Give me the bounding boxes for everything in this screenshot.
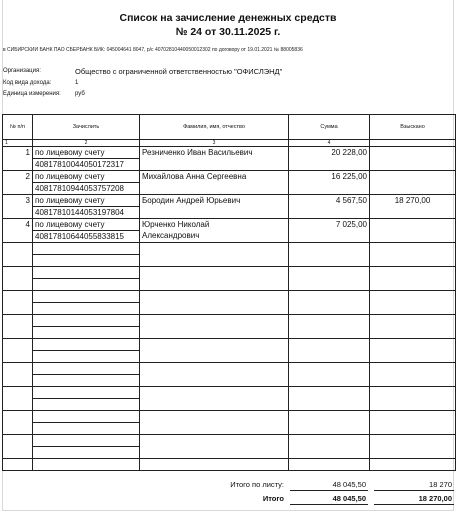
empty-cell xyxy=(3,435,33,459)
empty-cell xyxy=(289,435,370,459)
empty-cell xyxy=(370,363,456,387)
withheld-cell: 18 270,00 xyxy=(370,195,456,219)
totals-page-withheld: 18 270 xyxy=(374,480,454,491)
empty-cell xyxy=(370,267,456,291)
empty-cell xyxy=(33,303,140,315)
header-sum: Сумма xyxy=(289,115,370,140)
empty-cell xyxy=(370,291,456,315)
empty-cell xyxy=(370,435,456,459)
empty-cell xyxy=(140,315,289,339)
empty-cell xyxy=(289,315,370,339)
empty-cell xyxy=(33,435,140,447)
totals-grand-withheld: 18 270,00 xyxy=(374,494,454,505)
empty-cell xyxy=(140,363,289,387)
empty-cell xyxy=(3,315,33,339)
header-full-name: Фамилия, имя, отчество xyxy=(140,115,289,140)
totals-page-sum: 48 045,50 xyxy=(290,480,368,491)
info-income-code xyxy=(0,80,456,90)
empty-table-row xyxy=(3,363,456,375)
full-name-line: Резниченко Иван Васильевич xyxy=(142,148,253,157)
table-row xyxy=(3,171,456,183)
full-name-line: Александрович xyxy=(142,231,200,240)
empty-table-row xyxy=(3,459,456,471)
empty-cell xyxy=(289,459,370,471)
col-number xyxy=(370,140,456,147)
withheld-cell xyxy=(370,219,456,243)
empty-cell xyxy=(33,315,140,327)
credit-type: по лицевому счету xyxy=(33,195,140,207)
empty-cell xyxy=(3,363,33,387)
empty-cell xyxy=(33,243,140,255)
empty-cell xyxy=(140,459,289,471)
account-number: 40817810944053757208 xyxy=(33,183,140,195)
empty-cell xyxy=(33,351,140,363)
empty-cell xyxy=(370,243,456,267)
full-name-line: Михайлова Анна Сергеевна xyxy=(142,172,247,181)
totals-page-row xyxy=(0,480,456,492)
empty-cell xyxy=(3,339,33,363)
row-number: 4 xyxy=(3,219,33,243)
info-label: Единица измерения: xyxy=(3,91,61,97)
full-name-line: Юрченко Николай xyxy=(142,220,210,229)
empty-cell xyxy=(33,267,140,279)
table-row xyxy=(3,195,456,207)
full-name xyxy=(140,219,289,243)
empty-cell xyxy=(140,243,289,267)
empty-cell xyxy=(33,291,140,303)
empty-cell xyxy=(289,339,370,363)
withheld-cell xyxy=(370,171,456,195)
empty-cell xyxy=(33,459,140,471)
sum-cell: 4 567,50 xyxy=(289,195,370,219)
empty-cell xyxy=(33,255,140,267)
account-number: 40817810644055833815 xyxy=(33,231,140,243)
full-name xyxy=(140,195,289,219)
totals-grand-row xyxy=(0,494,456,506)
info-value: 1 xyxy=(75,80,79,86)
empty-cell xyxy=(33,279,140,291)
empty-cell xyxy=(33,327,140,339)
empty-cell xyxy=(33,399,140,411)
sum-cell: 20 228,00 xyxy=(289,147,370,171)
document-title: Список на зачисление денежных средств xyxy=(119,12,337,24)
info-unit xyxy=(0,91,456,101)
row-number: 1 xyxy=(3,147,33,171)
col-number: 3 xyxy=(140,140,289,147)
info-value: Общество с ограниченной ответственностью "ОФИСЛЭНД" xyxy=(75,67,283,76)
credit-type: по лицевому счету xyxy=(33,219,140,231)
empty-cell xyxy=(370,387,456,411)
empty-cell xyxy=(3,387,33,411)
empty-table-row xyxy=(3,291,456,303)
info-organization xyxy=(0,68,456,78)
empty-cell xyxy=(3,459,33,471)
empty-table-row xyxy=(3,435,456,447)
empty-cell xyxy=(33,447,140,459)
empty-cell xyxy=(140,435,289,459)
full-name xyxy=(140,171,289,195)
credit-type: по лицевому счету xyxy=(33,171,140,183)
empty-cell xyxy=(370,411,456,435)
col-number: 2 xyxy=(33,140,140,147)
empty-cell xyxy=(140,387,289,411)
totals-grand-label: Итого xyxy=(262,494,284,503)
sum-cell: 16 225,00 xyxy=(289,171,370,195)
empty-cell xyxy=(289,291,370,315)
empty-table-row xyxy=(3,411,456,423)
empty-table-row xyxy=(3,339,456,351)
empty-cell xyxy=(289,243,370,267)
empty-table-row xyxy=(3,387,456,399)
empty-cell xyxy=(33,423,140,435)
empty-cell xyxy=(33,363,140,375)
full-name-line: Бородин Андрей Юрьевич xyxy=(142,196,241,205)
withheld-cell xyxy=(370,147,456,171)
empty-cell xyxy=(33,411,140,423)
sum-cell: 7 025,00 xyxy=(289,219,370,243)
info-label: Организация: xyxy=(3,68,41,74)
header-withheld: Взыскано xyxy=(370,115,456,140)
empty-rows xyxy=(3,243,456,471)
empty-cell xyxy=(370,459,456,471)
row-number: 2 xyxy=(3,171,33,195)
credit-type: по лицевому счету xyxy=(33,147,140,159)
empty-cell xyxy=(289,387,370,411)
empty-cell xyxy=(370,315,456,339)
account-number: 40817810144053197804 xyxy=(33,207,140,219)
full-name xyxy=(140,147,289,171)
empty-cell xyxy=(3,291,33,315)
bank-details-line: в СИБИРСКИЙ БАНК ПАО СБЕРБАНК БИК: 045004641 8047, р/с 40702810440050012302 по договору от 19.01.2021 № 88005836 xyxy=(3,47,303,53)
empty-cell xyxy=(289,267,370,291)
row-number: 3 xyxy=(3,195,33,219)
document-subtitle: № 24 от 30.11.2025 г. xyxy=(175,26,281,38)
empty-cell xyxy=(3,267,33,291)
empty-cell xyxy=(33,387,140,399)
table-row xyxy=(3,147,456,159)
empty-cell xyxy=(289,411,370,435)
empty-cell xyxy=(140,291,289,315)
payment-list-table xyxy=(2,114,456,471)
empty-cell xyxy=(140,267,289,291)
info-label: Код вида дохода: xyxy=(3,80,52,86)
empty-table-row xyxy=(3,267,456,279)
table-row xyxy=(3,219,456,231)
empty-table-row xyxy=(3,243,456,255)
empty-cell xyxy=(3,243,33,267)
empty-cell xyxy=(289,363,370,387)
table-header-row xyxy=(3,115,456,140)
empty-cell xyxy=(140,411,289,435)
empty-table-row xyxy=(3,315,456,327)
info-value: руб xyxy=(75,91,85,97)
empty-cell xyxy=(33,339,140,351)
header-credit: Зачислить xyxy=(33,115,140,140)
empty-cell xyxy=(370,339,456,363)
totals-grand-sum: 48 045,50 xyxy=(290,494,368,505)
empty-cell xyxy=(3,411,33,435)
totals-page-label: Итого по листу: xyxy=(230,480,284,489)
account-number: 40817810044050172317 xyxy=(33,159,140,171)
table-column-numbers xyxy=(3,140,456,147)
col-number: 1 xyxy=(3,140,33,147)
empty-cell xyxy=(33,375,140,387)
header-number: № п/п xyxy=(3,115,33,140)
col-number: 4 xyxy=(289,140,370,147)
empty-cell xyxy=(140,339,289,363)
